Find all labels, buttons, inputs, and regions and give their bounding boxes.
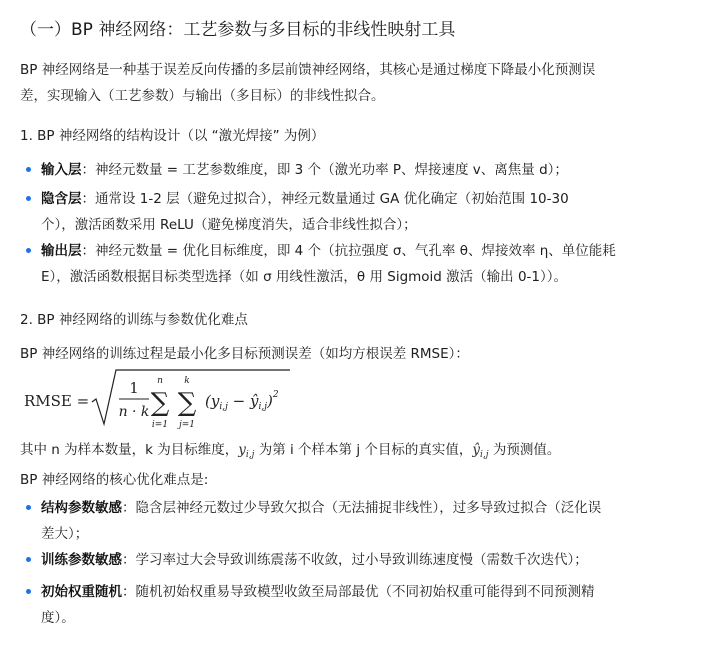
formula-numerator: 1: [129, 379, 139, 397]
item-label: 训练参数敏感: [41, 552, 122, 568]
sum1-lower: i=1: [151, 420, 169, 430]
list-item-structure-param: [20, 495, 685, 547]
item-label: 输出层: [41, 243, 82, 259]
yhat-symbol: $ŷ_{i,j}$: [472, 442, 489, 460]
sum1-sigma-icon: ∑: [150, 388, 170, 418]
y-symbol: $y_{i,j}$: [238, 442, 255, 460]
item-label: 结构参数敏感: [41, 500, 122, 516]
section-title: （一）BP 神经网络：工艺参数与多目标的非线性映射工具: [20, 20, 456, 40]
intro-line-1: BP 神经网络是一种基于误差反向传播的多层前馈神经网络，其核心是通过梯度下降最小化预测误: [20, 62, 596, 78]
bullet-dot-icon: [26, 167, 31, 172]
item-text: ：神经元数量 = 工艺参数维度，即 3 个（激光功率 P、焊接速度 v、离焦量 d）；: [81, 162, 568, 178]
sum2-sigma-icon: ∑: [177, 388, 197, 418]
item-text: ：随机初始权重易导致模型收敛至局部最优（不同初始权重可能得到不同预测精: [122, 584, 595, 600]
intro-paragraph: [20, 57, 670, 109]
where-text-1: 其中 n 为样本数量，k 为目标维度，: [20, 442, 239, 458]
bullet-dot-icon: [26, 589, 31, 594]
bullet-dot-icon: [26, 505, 31, 510]
section2-lead: BP 神经网络的训练过程是最小化多目标预测误差（如均方根误差 RMSE）：: [20, 346, 469, 362]
formula-lhs: RMSE =: [24, 392, 90, 410]
intro-line-2: 差，实现输入（工艺参数）与输出（多目标）的非线性拟合。: [20, 88, 385, 104]
list-item-hidden-layer: [20, 186, 685, 238]
bullet-dot-icon: [26, 557, 31, 562]
formula-body: ($y_{i,j}$ − $ŷ_{i,j})^2$: [205, 390, 279, 412]
sum2-upper: k: [184, 376, 190, 386]
formula-denominator: n · k: [118, 404, 150, 420]
sum2-lower: j=1: [178, 420, 196, 430]
item-text: ：通常设 1-2 层（避免过拟合），神经元数量通过 GA 优化确定（初始范围 10-30: [81, 191, 569, 207]
item-text-cont: 度）。: [41, 610, 75, 626]
where-text-2: 为第 i 个样本第 j 个目标的真实值，: [254, 442, 473, 458]
formula-explanation: [20, 437, 670, 468]
where-text-3: 为预测值。: [488, 442, 561, 458]
section1-heading: 1. BP 神经网络的结构设计（以 “激光焊接” 为例）: [20, 128, 325, 144]
bullet-dot-icon: [26, 196, 31, 201]
rmse-formula: [20, 366, 320, 432]
item-label: 输入层: [41, 162, 82, 178]
list-item-input-layer: [20, 157, 685, 183]
item-text-cont: E），激活函数根据目标类型选择（如 σ 用线性激活，θ 用 Sigmoid 激活（输出 0-1））。: [41, 269, 568, 285]
item-label: 初始权重随机: [41, 584, 122, 600]
item-text-cont: 个），激活函数采用 ReLU（避免梯度消失，适合非线性拟合）；: [41, 217, 417, 233]
list-item-training-param: [20, 547, 685, 573]
bullet-dot-icon: [26, 248, 31, 253]
list-item-initial-weights: [20, 579, 685, 631]
item-text-cont: 差大）；: [41, 526, 89, 542]
item-text: ：学习率过大会导致训练震荡不收敛，过小导致训练速度慢（需数千次迭代）；: [122, 552, 588, 568]
item-text: ：神经元数量 = 优化目标维度，即 4 个（抗拉强度 σ、气孔率 θ、焊接效率 η、单位能耗: [81, 243, 616, 259]
sum1-upper: n: [157, 376, 163, 386]
section2-heading: 2. BP 神经网络的训练与参数优化难点: [20, 312, 248, 328]
item-label: 隐含层: [41, 191, 82, 207]
item-text: ：隐含层神经元数过少导致欠拟合（无法捕捉非线性），过多导致过拟合（泛化误: [122, 500, 602, 516]
list-item-output-layer: [20, 238, 685, 290]
difficulty-lead: BP 神经网络的核心优化难点是:: [20, 472, 209, 488]
